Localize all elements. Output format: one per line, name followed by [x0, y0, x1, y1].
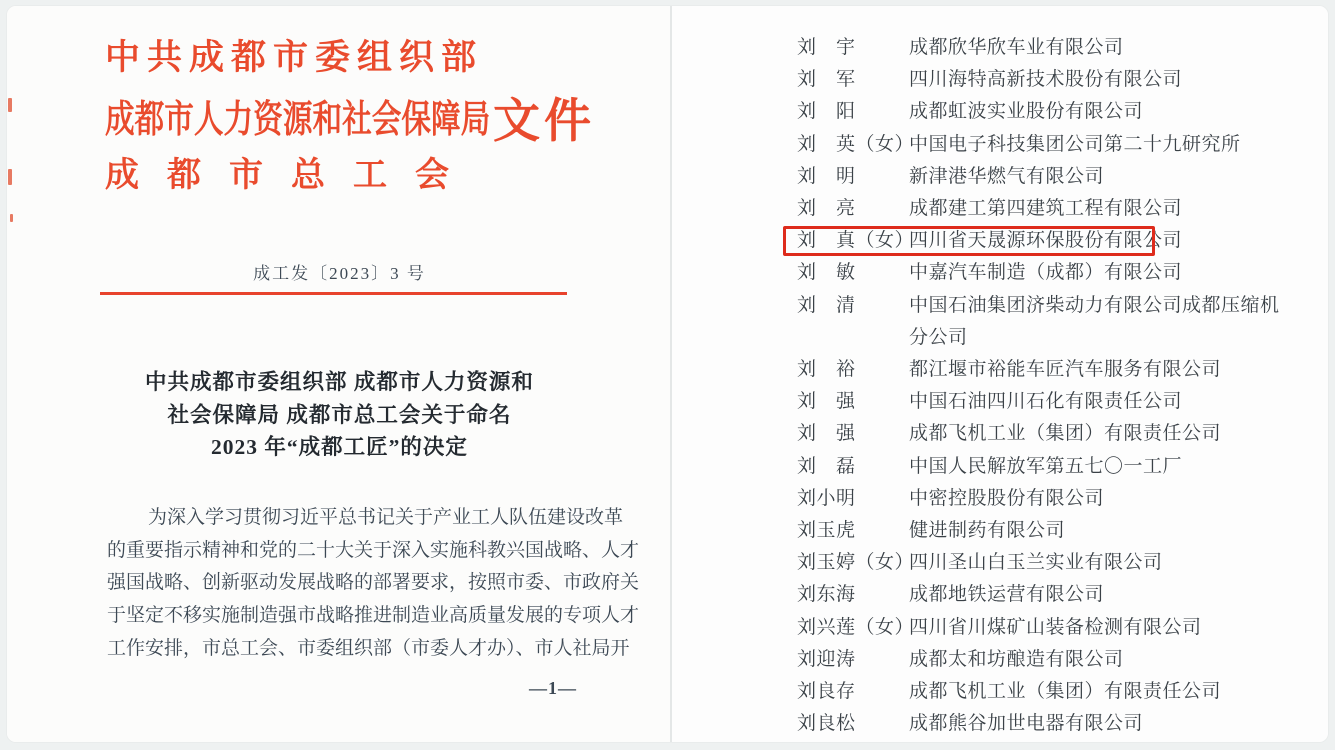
company-name — [909, 612, 1325, 644]
person-name: 刘玉虎 — [797, 520, 856, 542]
roster-row — [797, 129, 1325, 161]
roster-row — [797, 161, 1325, 193]
awardee-roster — [797, 32, 1325, 740]
letterhead-document-word: 文件 — [493, 96, 595, 148]
scan-artifact-red — [8, 169, 12, 185]
company-name-line-1: 新津港华燃气有限公司 — [909, 165, 1105, 187]
roster-row — [797, 257, 1325, 289]
person-name: 刘 磊 — [797, 455, 856, 477]
person-name: 刘 真（女） — [797, 230, 915, 252]
company-name-line-1: 都江堰市裕能车匠汽车服务有限公司 — [909, 359, 1222, 381]
person-name: 刘良松 — [797, 713, 856, 735]
body-line: 的重要指示精神和党的二十大关于深入实施科教兴国战略、人才 — [107, 539, 640, 561]
person-name: 刘东海 — [797, 584, 856, 606]
company-name — [909, 290, 1325, 354]
roster-row — [797, 483, 1325, 515]
document-page-2 — [672, 6, 1328, 742]
document-title-line-2: 社会保障局 成都市总工会关于命名 — [167, 402, 512, 427]
company-name-line-1: 成都飞机工业（集团）有限责任公司 — [909, 423, 1222, 445]
scan-artifact-red — [10, 214, 13, 222]
page-number: —1— — [529, 678, 577, 698]
company-name — [909, 579, 1325, 611]
company-name-line-1: 中国电子科技集团公司第二十九研究所 — [909, 133, 1241, 155]
body-line: 为深入学习贯彻习近平总书记关于产业工人队伍建设改革 — [148, 507, 624, 528]
roster-row-highlighted — [797, 225, 1325, 257]
company-name — [909, 644, 1325, 676]
company-name — [909, 64, 1325, 96]
letterhead-line-1: 中共成都市委组织部 — [105, 38, 484, 77]
company-name — [909, 451, 1325, 483]
company-name — [909, 32, 1325, 64]
person-name: 刘小明 — [797, 487, 856, 509]
company-name — [909, 547, 1325, 579]
company-name-line-1: 成都地铁运营有限公司 — [909, 584, 1105, 606]
company-name — [909, 676, 1325, 708]
roster-row — [797, 515, 1325, 547]
company-name-line-1: 中国石油集团济柴动力有限公司成都压缩机 — [909, 294, 1280, 316]
document-title — [77, 366, 602, 464]
body-line: 强国战略、创新驱动发展战略的部署要求，按照市委、市政府关 — [107, 572, 640, 594]
roster-row — [797, 96, 1325, 128]
person-name: 刘 英（女） — [797, 133, 915, 155]
person-name: 刘 阳 — [797, 101, 856, 123]
person-name: 刘玉婷（女） — [797, 552, 915, 574]
page-seam-divider — [670, 6, 672, 742]
company-name-line-2: 分公司 — [909, 326, 968, 348]
company-name-line-1: 中嘉汽车制造（成都）有限公司 — [909, 262, 1183, 284]
company-name — [909, 418, 1325, 450]
letterhead-line-2-agency: 成都市人力资源和社会保障局 — [105, 99, 491, 141]
scanned-document — [7, 6, 1328, 742]
person-name: 刘兴莲（女） — [797, 616, 915, 638]
roster-row — [797, 612, 1325, 644]
roster-row — [797, 644, 1325, 676]
company-name-line-1: 四川省川煤矿山装备检测有限公司 — [909, 616, 1202, 638]
roster-row — [797, 708, 1325, 740]
company-name-line-1: 健进制药有限公司 — [909, 520, 1066, 542]
person-name: 刘迎涛 — [797, 648, 856, 670]
roster-row — [797, 579, 1325, 611]
company-name — [909, 129, 1325, 161]
body-paragraph — [107, 502, 640, 666]
letterhead-line-2 — [105, 88, 605, 148]
company-name-line-1: 成都欣华欣车业有限公司 — [909, 37, 1124, 58]
document-page-1 — [7, 6, 670, 742]
roster-row — [797, 676, 1325, 708]
company-name-line-1: 中国人民解放军第五七〇一工厂 — [909, 455, 1183, 477]
company-name — [909, 354, 1325, 386]
company-name — [909, 515, 1325, 547]
company-name-line-1: 成都虹波实业股份有限公司 — [909, 101, 1144, 123]
body-line: 工作安排，市总工会、市委组织部（市委人才办）、市人社局开 — [107, 637, 630, 659]
company-name-line-1: 中密控股股份有限公司 — [909, 487, 1105, 509]
company-name-line-1: 成都建工第四建筑工程有限公司 — [909, 198, 1183, 220]
person-name: 刘 裕 — [797, 359, 856, 381]
company-name — [909, 708, 1325, 740]
roster-row — [797, 451, 1325, 483]
company-name — [909, 193, 1325, 225]
company-name-line-1: 四川省天晟源环保股份有限公司 — [909, 230, 1183, 252]
person-name: 刘 军 — [797, 69, 856, 91]
company-name — [909, 483, 1325, 515]
roster-row — [797, 32, 1325, 64]
letterhead — [105, 36, 605, 198]
letterhead-line-3: 成都市总工会 — [105, 157, 477, 194]
roster-row — [797, 354, 1325, 386]
person-name: 刘 亮 — [797, 198, 856, 220]
roster-row — [797, 547, 1325, 579]
document-title-line-1: 中共成都市委组织部 成都市人力资源和 — [145, 370, 534, 394]
roster-row — [797, 418, 1325, 450]
person-name: 刘良存 — [797, 681, 856, 703]
person-name: 刘 宇 — [797, 37, 856, 58]
roster-row — [797, 386, 1325, 418]
person-name: 刘 清 — [797, 294, 856, 316]
company-name — [909, 161, 1325, 193]
person-name: 刘 明 — [797, 165, 856, 187]
document-number: 成工发〔2023〕3 号 — [253, 264, 426, 283]
company-name-line-1: 成都熊谷加世电器有限公司 — [909, 713, 1144, 735]
person-name: 刘 强 — [797, 423, 856, 445]
company-name-line-1: 四川圣山白玉兰实业有限公司 — [909, 552, 1163, 574]
company-name — [909, 257, 1325, 289]
person-name: 刘 强 — [797, 391, 856, 413]
company-name — [909, 386, 1325, 418]
red-divider-rule — [100, 292, 567, 295]
company-name-line-1: 成都太和坊酿造有限公司 — [909, 648, 1124, 670]
company-name-line-1: 四川海特高新技术股份有限公司 — [909, 69, 1183, 91]
roster-row — [797, 290, 1325, 354]
company-name-line-1: 成都飞机工业（集团）有限责任公司 — [909, 681, 1222, 703]
body-line: 于坚定不移实施制造强市战略推进制造业高质量发展的专项人才 — [107, 605, 640, 627]
company-name — [909, 225, 1325, 257]
document-title-line-3: 2023 年“成都工匠”的决定 — [211, 435, 468, 459]
scan-artifact-red — [8, 98, 12, 112]
roster-row — [797, 193, 1325, 225]
company-name — [909, 96, 1325, 128]
roster-row — [797, 64, 1325, 96]
company-name-line-1: 中国石油四川石化有限责任公司 — [909, 391, 1183, 413]
person-name: 刘 敏 — [797, 262, 856, 284]
